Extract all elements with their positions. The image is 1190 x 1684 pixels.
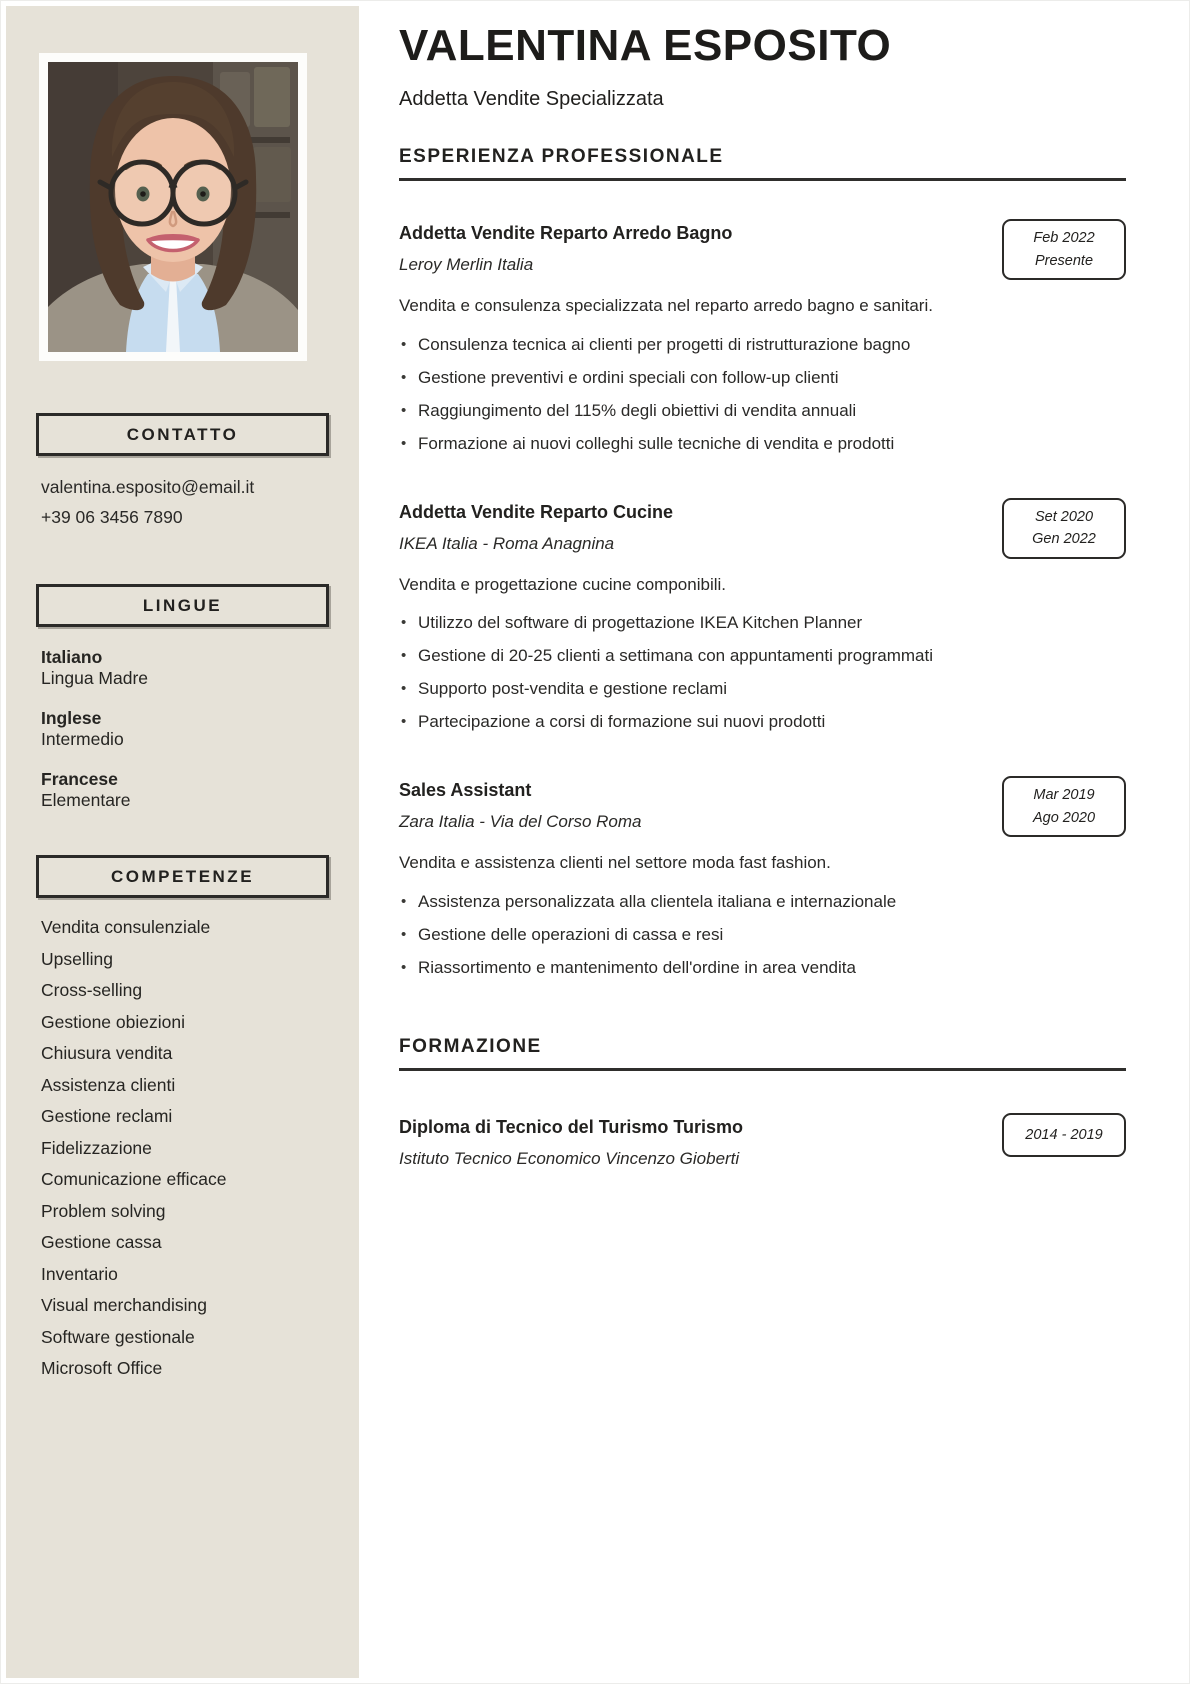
job-company: IKEA Italia - Roma Anagnina (399, 533, 615, 553)
language-level: Intermedio (41, 729, 124, 749)
job-entry (399, 498, 1126, 738)
candidate-title: Addetta Vendite Specializzata (399, 88, 664, 111)
skill-item: Cross-selling (41, 980, 143, 1000)
experience-heading: ESPERIENZA PROFESSIONALE (399, 146, 1126, 181)
job-bullet: • Consulenza tecnica ai clienti per progetti di ristrutturazione bagno (399, 328, 1126, 361)
skills-heading: COMPETENZE (36, 855, 329, 898)
skill-item: Comunicazione efficace (41, 1169, 227, 1189)
job-summary: Vendita e assistenza clienti nel settore moda fast fashion. (399, 853, 831, 872)
job-title: Sales Assistant (399, 780, 532, 801)
language-name: Inglese (41, 708, 102, 728)
job-entry (399, 776, 1126, 983)
skill-item: Gestione cassa (41, 1232, 162, 1252)
languages-heading: LINGUE (36, 584, 329, 627)
job-bullet: • Assistenza personalizzata alla clientela italiana e internazionale (399, 885, 1126, 918)
contact-phone: +39 06 3456 7890 (41, 507, 183, 527)
skill-item: Upselling (41, 948, 113, 969)
job-bullet: • Gestione preventivi e ordini speciali con follow-up clienti (399, 361, 1126, 394)
job-company: Leroy Merlin Italia (399, 255, 534, 275)
job-bullet: • Formazione ai nuovi colleghi sulle tecniche di vendita e prodotti (399, 427, 1126, 460)
skill-item: Visual merchandising (41, 1295, 208, 1315)
language-level: Elementare (41, 790, 131, 810)
education-entry (399, 1113, 1126, 1169)
language-name: Francese (41, 769, 118, 789)
job-date-badge (1002, 776, 1126, 837)
date-end: Gen 2022 (1032, 531, 1096, 548)
job-bullet: • Riassortimento e mantenimento dell'ordine in area vendita (399, 951, 1126, 984)
language-level: Lingua Madre (41, 668, 149, 688)
education-school: Istituto Tecnico Economico Vincenzo Gioberti (399, 1148, 740, 1168)
profile-photo (48, 62, 298, 352)
date-end: Ago 2020 (1032, 809, 1096, 826)
contact-heading: CONTATTO (36, 413, 329, 456)
skill-item: Gestione obiezioni (41, 1011, 185, 1032)
job-bullet: • Supporto post-vendita e gestione reclami (399, 672, 1126, 705)
education-heading: FORMAZIONE (399, 1036, 1126, 1071)
language-name: Italiano (41, 647, 103, 667)
education-title: Diploma di Tecnico del Turismo Turismo (399, 1116, 744, 1137)
skill-item: Microsoft Office (41, 1358, 163, 1378)
skill-item: Gestione reclami (41, 1106, 173, 1126)
skill-item: Assistenza clienti (41, 1074, 176, 1095)
job-bullets (399, 885, 1126, 984)
date-start: Mar 2019 (1033, 787, 1095, 804)
job-bullet: • Utilizzo del software di progettazione IKEA Kitchen Planner (399, 606, 1126, 639)
job-bullet: • Gestione delle operazioni di cassa e resi (399, 918, 1126, 951)
contact-email: valentina.esposito@email.it (41, 477, 255, 497)
main-content (399, 1, 1126, 1169)
profile-photo-frame (39, 53, 307, 361)
skills-list (41, 912, 334, 1385)
education-date-badge (1002, 1113, 1126, 1157)
language-item (41, 647, 329, 689)
job-bullet: • Gestione di 20-25 clienti a settimana con appuntamenti programmati (399, 639, 1126, 672)
job-company: Zara Italia - Via del Corso Roma (399, 812, 642, 832)
job-summary: Vendita e progettazione cucine componibili. (399, 574, 726, 594)
date-start: Feb 2022 (1033, 230, 1095, 247)
job-date-badge (1002, 219, 1126, 280)
job-bullet: • Raggiungimento del 115% degli obiettivi di vendita annuali (399, 394, 1126, 427)
candidate-name: VALENTINA ESPOSITO (399, 21, 892, 70)
job-entry (399, 219, 1126, 459)
skills-section (6, 855, 359, 1385)
skill-item: Vendita consulenziale (41, 917, 211, 937)
skill-item: Fidelizzazione (41, 1137, 152, 1158)
contact-section (6, 413, 359, 532)
sidebar (6, 6, 359, 1678)
date-end: Presente (1034, 252, 1094, 269)
language-item (41, 769, 329, 811)
skill-item: Software gestionale (41, 1326, 195, 1347)
job-title: Addetta Vendite Reparto Cucine (399, 501, 674, 522)
job-title: Addetta Vendite Reparto Arredo Bagno (399, 223, 733, 244)
job-bullets (399, 328, 1126, 460)
job-bullet: • Partecipazione a corsi di formazione sui nuovi prodotti (399, 705, 1126, 738)
skill-item: Chiusura vendita (41, 1043, 173, 1063)
date-start: Set 2020 (1034, 508, 1094, 525)
languages-section (6, 584, 359, 811)
skill-item: Problem solving (41, 1200, 166, 1221)
job-summary: Vendita e consulenza specializzata nel reparto arredo bagno e sanitari. (399, 296, 933, 316)
job-date-badge (1002, 498, 1126, 559)
education-date: 2014 - 2019 (1025, 1126, 1103, 1143)
job-bullets (399, 606, 1126, 738)
skill-item: Inventario (41, 1263, 118, 1284)
language-item (41, 708, 329, 750)
